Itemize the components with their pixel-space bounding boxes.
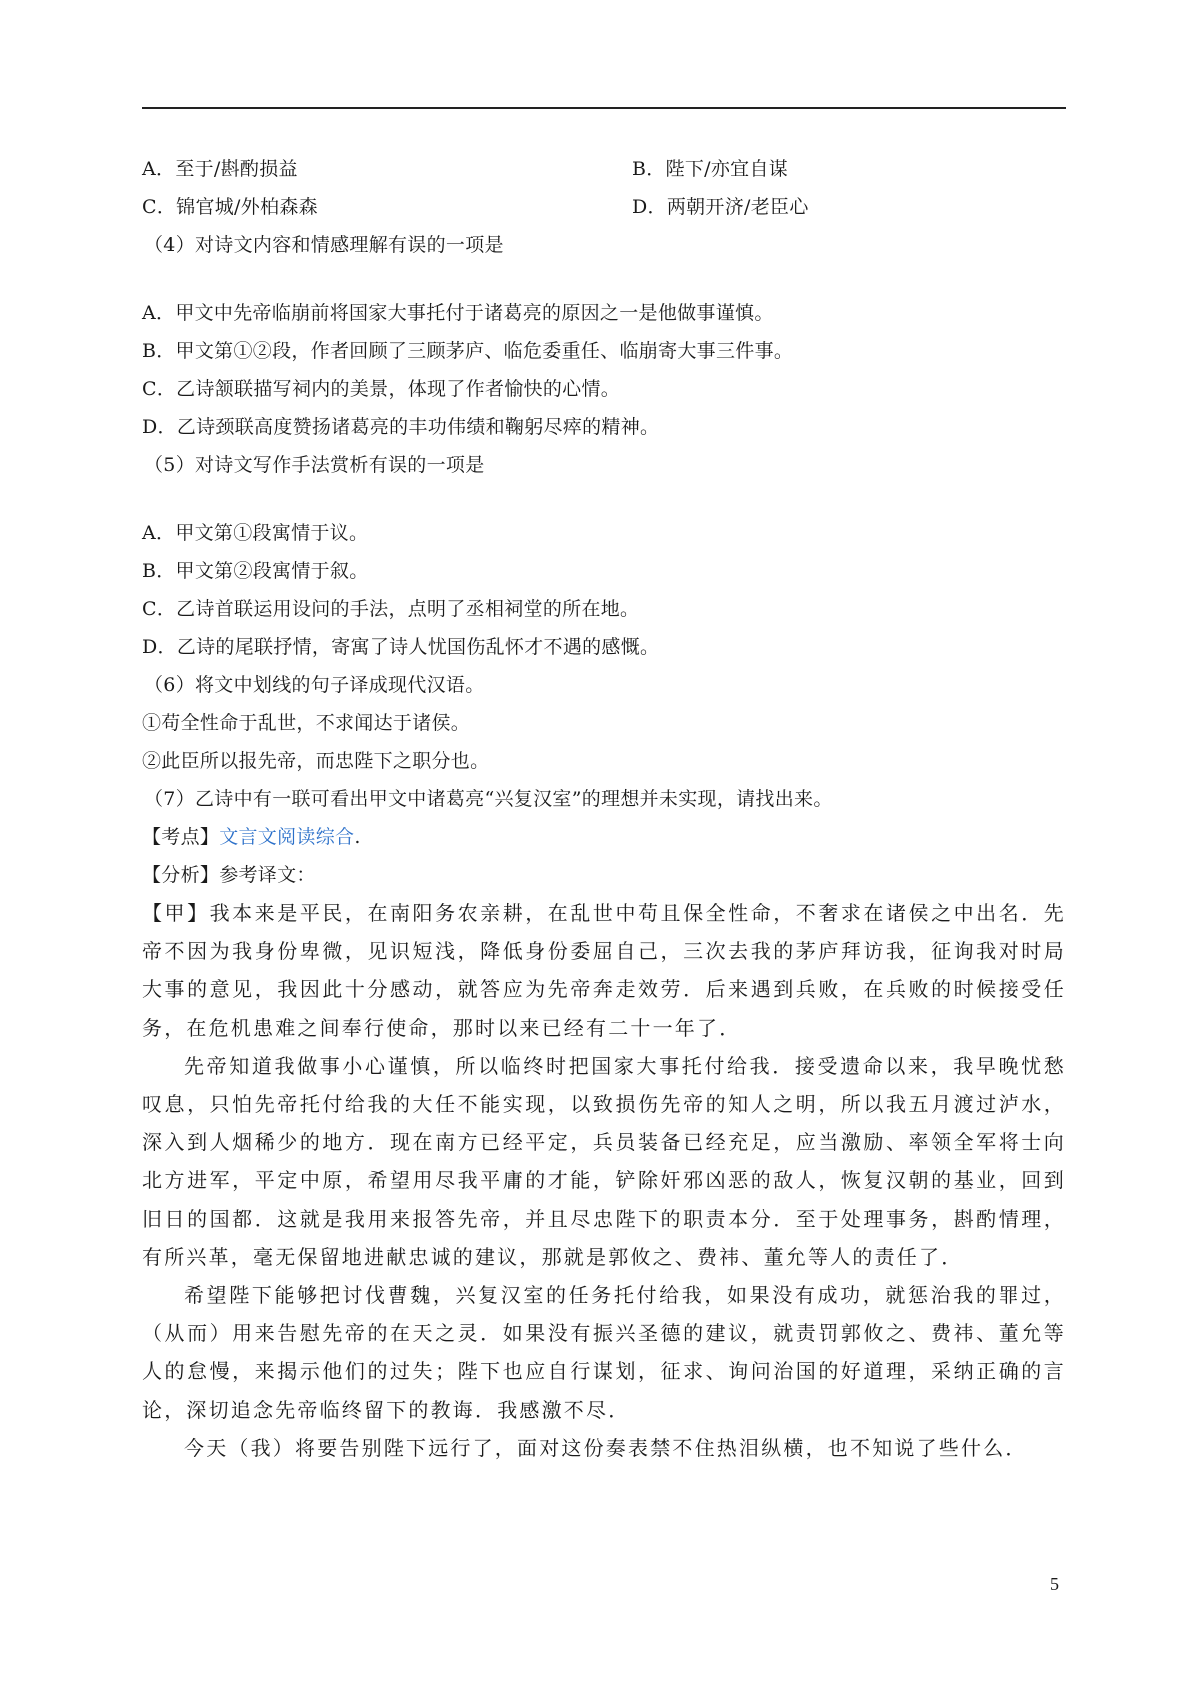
kaodian-link[interactable]: 文言文阅读综合 [219,826,355,848]
kaodian-end: . [354,826,361,848]
translation-paragraph-1 [142,894,1066,1047]
translation-p1-text: 我本来是平民，在南阳务农亲耕，在乱世中苟且保全性命，不奢求在诸侯之中出名．先帝不因为我身份卑微，见识短浅，降低身份委屈自己，三次去我的茅庐拜访我，征询我对时局大事的意见，我因此十分感动，就答应为先帝奔走效劳．后来遇到兵败，在兵败的时候接受任务，在危机患难之间奉行使命，那时以来已经有二十一年了． [142,901,1066,1040]
q6-sentence-2: ②此臣所以报先帝，而忠陛下之职分也。 [142,750,490,772]
q4-option-c: C．乙诗颔联描写祠内的美景，体现了作者愉快的心情。 [142,378,621,400]
fenxi-text: 参考译文： [219,864,316,886]
fenxi-line [142,856,1066,894]
fenxi-label: 【分析】 [142,864,220,886]
q6-sentence-1: ①苟全性命于乱世，不求闻达于诸侯。 [142,712,471,734]
spacer [142,264,1066,294]
q5-option-b: B．甲文第②段寓情于叙。 [142,560,369,582]
q3-option-c: C．锦官城/外柏森森 [142,196,318,218]
kaodian-line [142,818,1066,856]
header-rule [142,107,1066,109]
q3-option-d: D．两朝开济/老臣心 [632,196,809,218]
q6-stem: （6）将文中划线的句子译成现代汉语。 [144,674,485,696]
q5-option-c: C．乙诗首联运用设问的手法，点明了丞相祠堂的所在地。 [142,598,640,620]
q4-option-d: D．乙诗颈联高度赞扬诸葛亮的丰功伟绩和鞠躬尽瘁的精神。 [142,416,660,438]
q4-option-b: B．甲文第①②段，作者回顾了三顾茅庐、临危委重任、临崩寄大事三件事。 [142,340,794,362]
q5-option-a: A．甲文第①段寓情于议。 [142,522,369,544]
translation-paragraph-2: 先帝知道我做事小心谨慎，所以临终时把国家大事托付给我．接受遗命以来，我早晚忧愁叹息，只怕先帝托付给我的大任不能实现，以致损伤先帝的知人之明，所以我五月渡过泸水，深入到人烟稀少的地方．现在南方已经平定，兵员装备已经充足，应当激励、率领全军将士向北方进军，平定中原，希望用尽我平庸的才能，铲除奸邪凶恶的敌人，恢复汉朝的基业，回到旧日的国都．这就是我用来报答先帝，并且尽忠陛下的职责本分．至于处理事务，斟酌情理，有所兴革，毫无保留地进献忠诚的建议，那就是郭攸之、费祎、董允等人的责任了． [142,1053,1066,1269]
q4-option-a: A．甲文中先帝临崩前将国家大事托付于诸葛亮的原因之一是他做事谨慎。 [142,302,774,324]
q5-option-d: D．乙诗的尾联抒情，寄寓了诗人忧国伤乱怀才不遇的感慨。 [142,636,660,658]
translation-paragraph-3: 希望陛下能够把讨伐曹魏，兴复汉室的任务托付给我，如果没有成功，就惩治我的罪过，（从而）用来告慰先帝的在天之灵．如果没有振兴圣德的建议，就责罚郭攸之、费祎、董允等人的怠慢，来揭示他们的过失；陛下也应自行谋划，征求、询问治国的好道理，采纳正确的言论，深切追念先帝临终留下的教诲．我感激不尽． [142,1283,1066,1422]
q7-stem: （7）乙诗中有一联可看出甲文中诸葛亮“兴复汉室”的理想并未实现，请找出来。 [144,788,833,810]
translation-paragraph-4: 今天（我）将要告别陛下远行了，面对这份奏表禁不住热泪纵横，也不知说了些什么． [184,1435,1028,1460]
page-content [142,150,1066,1467]
q3-options-row-2 [142,188,1066,226]
page-number: 5 [1050,1574,1059,1594]
translation-p1-label: 【甲】 [142,901,210,925]
q4-stem: （4）对诗文内容和情感理解有误的一项是 [144,234,504,256]
spacer [142,484,1066,514]
q3-option-b: B．陛下/亦宜自谋 [632,158,789,180]
q3-option-a: A．至于/斟酌损益 [142,158,298,180]
q5-stem: （5）对诗文写作手法赏析有误的一项是 [144,454,485,476]
q3-options-row-1 [142,150,1066,188]
kaodian-label: 【考点】 [142,826,220,848]
